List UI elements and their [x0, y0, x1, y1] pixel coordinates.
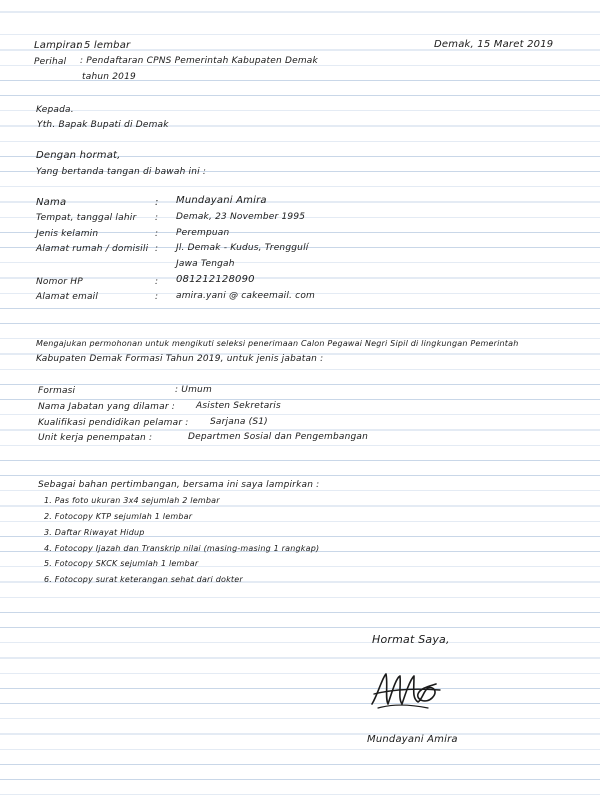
identity-value: Jl. Demak - Kudus, Trenggulí: [176, 243, 309, 253]
attachment-item: 2. Fotocopy KTP sejumlah 1 lembar: [44, 512, 193, 521]
identity-label: Nomor HP: [36, 277, 83, 287]
attachment-item: 4. Fotocopy Ijazah dan Transkrip nilai (masing-masing 1 rangkap): [44, 544, 320, 553]
lampiran-label: Lampiran: [34, 40, 83, 51]
salutation: Dengan hormat,: [36, 150, 121, 161]
identity-label: Jenis kelamin: [36, 229, 99, 239]
intro-line: Yang bertanda tangan di bawah ini :: [36, 167, 207, 177]
identity-separator: :: [155, 244, 159, 254]
position-value: Departmen Sosial dan Pengembangan: [188, 432, 369, 442]
identity-separator: :: [155, 277, 159, 287]
identity-value: Perempuan: [176, 228, 230, 238]
attachment-item: 1. Pas foto ukuran 3x4 sejumlah 2 lembar: [44, 496, 220, 505]
perihal-label: Perihal: [34, 57, 67, 67]
place-date: Demak, 15 Maret 2019: [434, 39, 554, 50]
attachment-item: 5. Fotocopy SKCK sejumlah 1 lembar: [44, 559, 199, 568]
handwritten-signature: [368, 664, 446, 716]
signature-name: Mundayani Amira: [367, 734, 458, 745]
attachment-item: 3. Daftar Riwayat Hidup: [44, 528, 145, 537]
position-label: Nama Jabatan yang dilamar :: [38, 402, 176, 412]
identity-label: Alamat email: [36, 292, 99, 302]
identity-value: amira.yani @ cakeemail. com: [176, 291, 316, 301]
position-value: Sarjana (S1): [210, 417, 268, 427]
identity-separator: :: [155, 292, 159, 302]
application-line-1: Mengajukan permohonan untuk mengikuti seleksi penerimaan Calon Pegawai Negri Sipil di lingkungan Pemerintah: [36, 339, 519, 348]
identity-label: Alamat rumah / domisili: [36, 244, 149, 254]
position-value: : Umum: [175, 385, 212, 395]
identity-label: Tempat, tanggal lahir: [36, 213, 137, 223]
position-label: Unit kerja penempatan :: [38, 433, 153, 443]
lampiran-value: : 5 lembar: [77, 40, 131, 51]
identity-value: Mundayani Amira: [176, 195, 267, 206]
perihal-value-2: tahun 2019: [82, 72, 136, 82]
kepada: Kepada.: [36, 105, 74, 115]
position-label: Kualifikasi pendidikan pelamar :: [38, 418, 189, 428]
closing-hormat: Hormat Saya,: [372, 633, 450, 646]
identity-separator: :: [155, 213, 159, 223]
perihal-value: : Pendaftaran CPNS Pemerintah Kabupaten Demak: [80, 56, 318, 66]
attachments-intro: Sebagai bahan pertimbangan, bersama ini saya lampirkan :: [38, 480, 320, 490]
identity-label: Nama: [36, 197, 67, 208]
identity-value: Demak, 23 November 1995: [176, 212, 306, 222]
identity-value: Jawa Tengah: [176, 259, 235, 269]
position-value: Asisten Sekretaris: [196, 401, 281, 411]
identity-separator: :: [155, 197, 159, 208]
identity-separator: :: [155, 229, 159, 239]
position-label: Formasi: [38, 386, 76, 396]
application-line-2: Kabupaten Demak Formasi Tahun 2019, untuk jenis jabatan :: [36, 354, 324, 364]
attachment-item: 6. Fotocopy surat keterangan sehat dari dokter: [44, 575, 243, 584]
identity-value: 081212128090: [176, 274, 255, 285]
recipient-name: Yth. Bapak Bupati di Demak: [37, 120, 169, 130]
